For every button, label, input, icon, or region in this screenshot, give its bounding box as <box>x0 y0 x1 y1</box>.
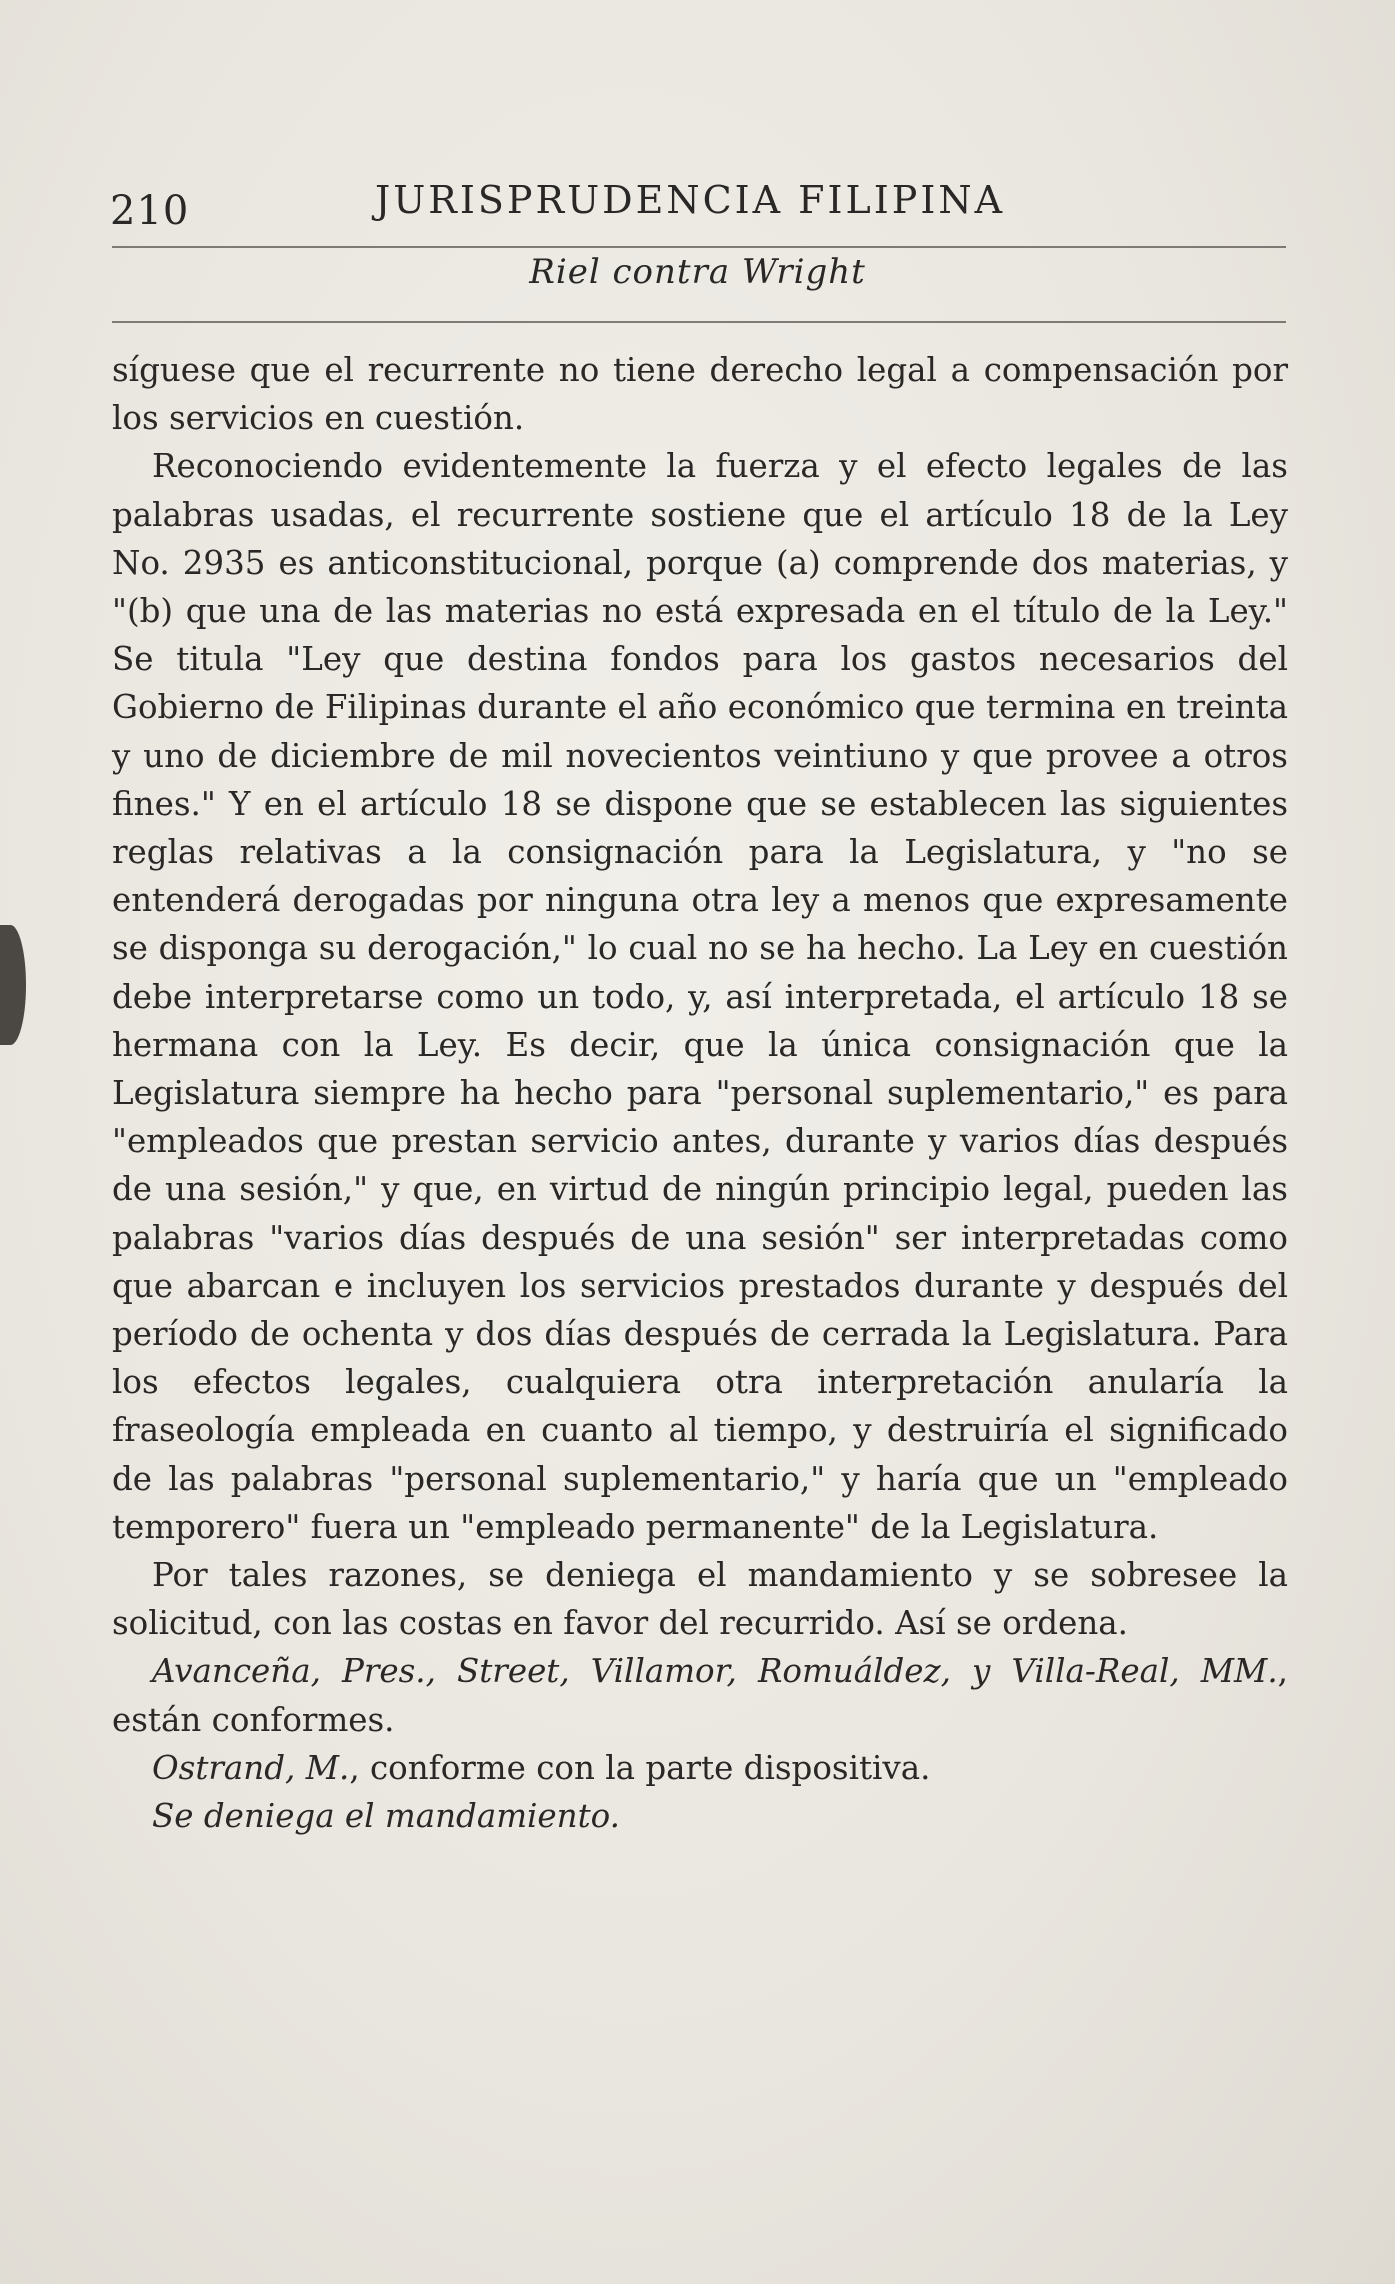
page-number: 210 <box>110 188 190 234</box>
disposition: Se deniega el mandamiento. <box>152 1797 620 1836</box>
partial-concurring-justice: Ostrand, M. <box>152 1748 350 1787</box>
page-edge-mark <box>0 925 26 1045</box>
paragraph-main: Reconociendo evidentemente la fuerza y el efecto legales de las palabras usadas, el recurrente sostiene que el artículo 18 de la Ley No. 2935 es anticonstitucional, porque (a) comprende dos materias, y "(b) que una de las materias no está expresada en el título de la Ley." Se titula "Ley que destina fondos para los gastos necesarios del Gobierno de Filipinas durante el año económico que termina en treinta y uno de diciembre de mil novecientos veintiuno y que provee a otros fines." Y en el artículo 18 se dispone que se establecen las siguientes reglas relativas a la consignación para la Legislatura, y "no se entenderá derogadas por ninguna otra ley a menos que expresamente se disponga su derogación," lo cual no se ha hecho. La Ley en cuestión debe interpretarse como un todo, y, así interpretada, el artículo 18 se hermana con la Ley. Es decir, que la única consignación que la Legislatura siempre ha hecho para "personal suplementario," es para "empleados que prestan servicio antes, durante y varios días después de una sesión," y que, en virtud de ningún principio legal, pueden las palabras "varios días después de una sesión" ser interpretadas como que abarcan e incluyen los servicios prestados durante y después del período de ochenta y dos días después de cerrada la Legislatura. Para los efectos legales, cualquiera otra interpretación anularía la fraseología empleada en cuanto al tiempo, y destruiría el significado de las palabras "personal suplementario," y haría que un "empleado temporero" fuera un "empleado permanente" de la Legislatura. <box>112 447 1288 1546</box>
concurrence-line <box>112 1647 1288 1743</box>
page-header <box>110 170 1290 240</box>
body-text <box>112 346 1288 1840</box>
paragraph-ruling: Por tales razones, se deniega el mandamiento y se sobresee la solicitud, con las costas en favor del recurrido. Así se ordena. <box>112 1556 1288 1643</box>
running-title: JURISPRUDENCIA FILIPINA <box>375 178 1006 222</box>
header-rule-bottom <box>112 321 1286 323</box>
header-rule-top <box>112 246 1286 248</box>
concurring-justices: Avanceña, Pres., Street, Villamor, Romuáldez, y Villa-Real, MM. <box>152 1652 1278 1691</box>
paragraph-continuation: síguese que el recurrente no tiene derecho legal a compensación por los servicios en cuestión. <box>112 351 1288 438</box>
partial-concurrence-line <box>112 1744 1288 1792</box>
concurrence-text: , están conformes. <box>112 1652 1288 1739</box>
partial-concurrence-text: , conforme con la parte dispositiva. <box>349 1748 931 1787</box>
case-title: Riel contra Wright <box>529 252 866 292</box>
